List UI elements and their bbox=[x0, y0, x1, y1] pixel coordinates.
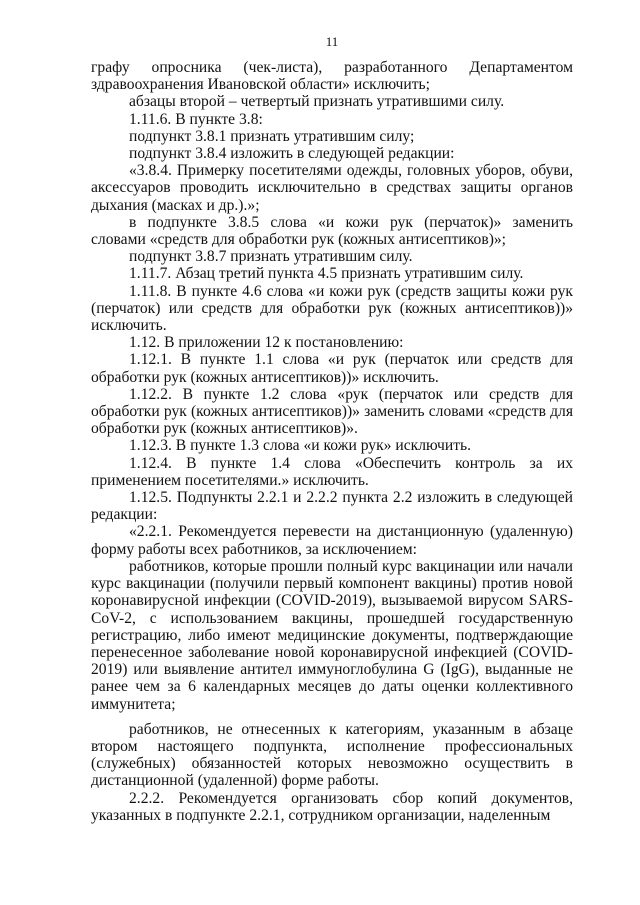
paragraph: 1.11.6. В пункте 3.8: bbox=[129, 110, 263, 128]
paragraph: подпункт 3.8.1 признать утратившим силу; bbox=[129, 127, 415, 145]
paragraph: абзацы второй – четвертый признать утратившими силу. bbox=[129, 93, 505, 111]
paragraph: 1.12.2. В пункте 1.2 слова «рук (перчаток или средств для обработки рук (кожных антисептиков))» заменить словами «средств для обработки рук (кожных антисептиков)». bbox=[91, 385, 573, 438]
paragraph: в подпункте 3.8.5 слова «и кожи рук (перчаток)» заменить словами «средств для обработки рук (кожных антисептиков)»; bbox=[91, 213, 573, 249]
paragraph: 1.12.3. В пункте 1.3 слова «и кожи рук» исключить. bbox=[129, 437, 472, 455]
paragraph: «2.2.1. Рекомендуется перевести на дистанционную (удаленную) форму работы всех работников, за исключением: bbox=[91, 523, 573, 558]
document-body bbox=[91, 59, 573, 824]
document-page bbox=[91, 0, 573, 905]
paragraph: 1.12.5. Подпункты 2.2.1 и 2.2.2 пункта 2.2 изложить в следующей редакции: bbox=[91, 489, 573, 524]
paragraph: 1.12.4. В пункте 1.4 слова «Обеспечить контроль за их применением посетителями.» исключить. bbox=[91, 454, 573, 489]
paragraph: 1.11.8. В пункте 4.6 слова «и кожи рук (средств защиты кожи рук (перчаток) или средств для обработки рук (кожных антисептиков))» исключить. bbox=[91, 282, 573, 335]
paragraph: «3.8.4. Примерку посетителями одежды, головных уборов, обуви, аксессуаров проводить исключительно в средствах защиты органов дыхания (масках и др.).»; bbox=[91, 162, 573, 214]
paragraph: подпункт 3.8.4 изложить в следующей редакции: bbox=[129, 145, 455, 163]
paragraph: подпункт 3.8.7 признать утратившим силу. bbox=[129, 248, 413, 266]
paragraph: 1.11.7. Абзац третий пункта 4.5 признать утратившим силу. bbox=[129, 265, 524, 283]
paragraph: графу опросника (чек-листа), разработанного Департаментом здравоохранения Ивановской области» исключить; bbox=[91, 59, 573, 94]
paragraph: 1.12. В приложении 12 к постановлению: bbox=[129, 334, 404, 352]
paragraph: работников, не отнесенных к категориям, указанным в абзаце втором настоящего подпункта, исполнение профессиональных (служебных) обязанностей которых невозможно осуществить в дистанционной (удаленной) форме работы. bbox=[91, 720, 573, 790]
paragraph: работников, которые прошли полный курс вакцинации или начали курс вакцинации (получили первый компонент вакцины) против новой коронавирусной инфекции (COVID-2019), вызываемой вирусом SARS-CoV-2, с использованием вакцины, прошедшей государственную регистрацию, либо имеют медицинские документы, подтверждающие перенесенное заболевание новой коронавирусной инфекцией (COVID-2019) или выявление антител иммуноглобулина G (IgG), выданные не ранее чем за 6 календарных месяцев до даты оценки коллективного иммунитета; bbox=[91, 557, 573, 713]
paragraph: 1.12.1. В пункте 1.1 слова «и рук (перчаток или средств для обработки рук (кожных антисептиков))» исключить. bbox=[91, 351, 573, 386]
page-number: 11 bbox=[325, 34, 339, 49]
paragraph: 2.2.2. Рекомендуется организовать сбор копий документов, указанных в подпункте 2.2.1, сотрудником организации, наделенным bbox=[91, 789, 573, 824]
